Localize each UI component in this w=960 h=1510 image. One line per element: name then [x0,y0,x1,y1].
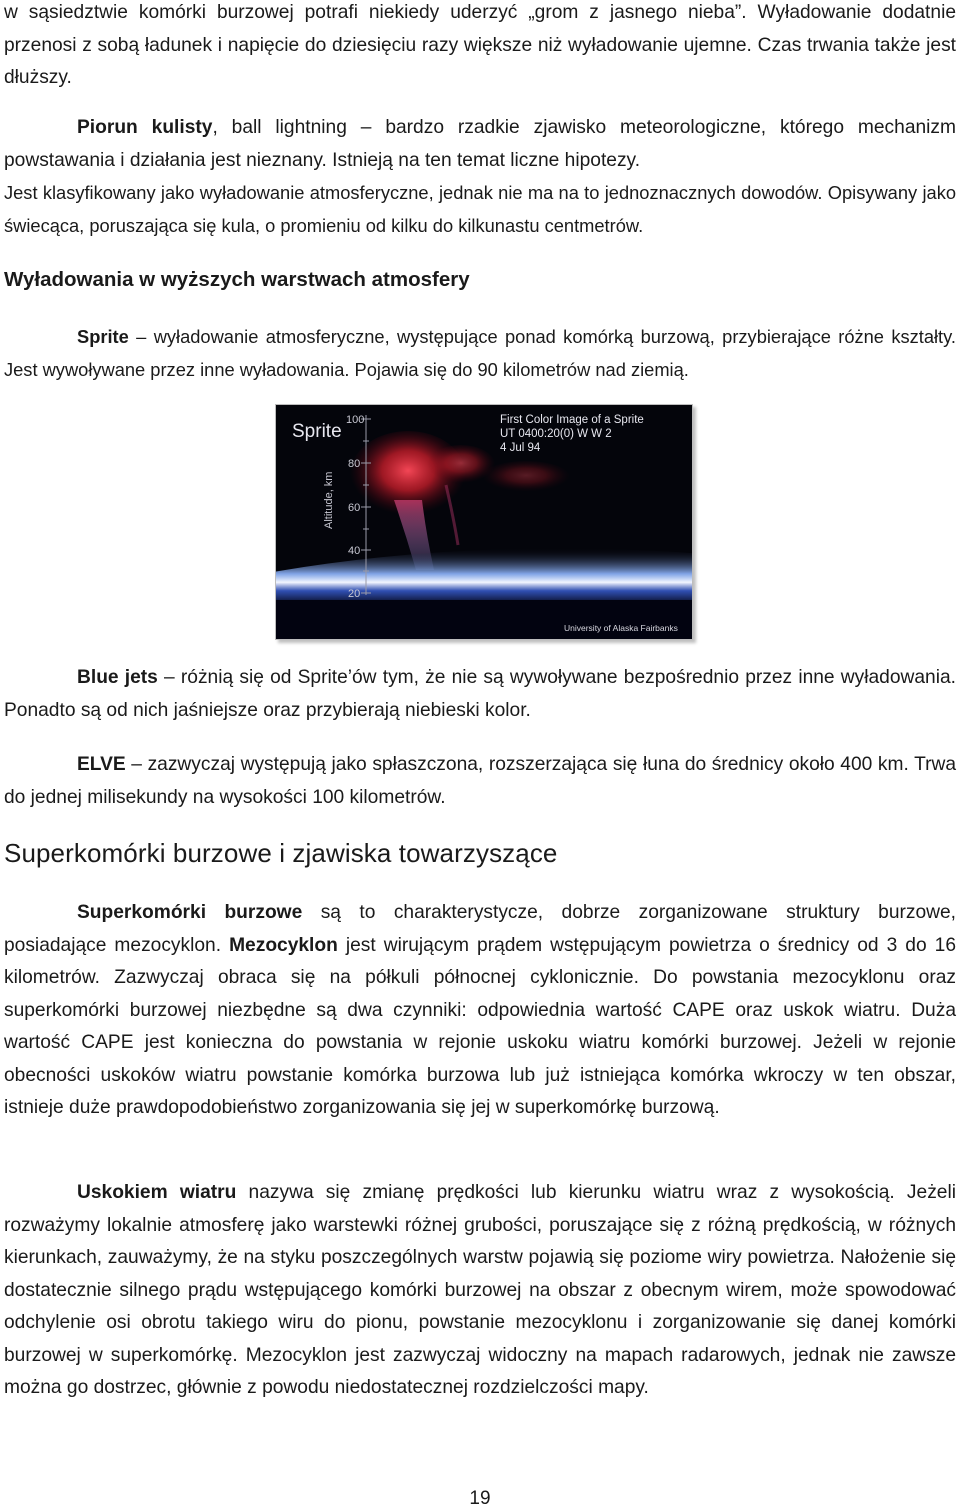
ball-lightning-text-a: , ball lightning – bardzo rzadkie zjawisko meteorologiczne, którego mechanizm powstawania i działania jest nieznany. Istnieją na ten temat liczne hipotezy. [4,117,956,171]
tick-label-20: 20 [348,588,361,600]
tick-label-100: 100 [346,414,365,426]
figure-label-sprite: Sprite [292,421,342,442]
section-heading-upper-discharges: Wyładowania w wyższych warstwach atmosfery [4,268,470,291]
blue-jets-paragraph [4,662,956,727]
figure-credit: University of Alaska Fairbanks [564,623,678,633]
figure-caption-line1: First Color Image of a Sprite [500,414,644,426]
blue-jets-term: Blue jets [77,667,158,688]
section-heading-supercells: Superkomórki burzowe i zjawiska towarzyszące [4,838,558,868]
elve-text: – zazwyczaj występują jako spłaszczona, rozszerzająca się łuna do średnicy około 400 km. Trwa do jednej milisekundy na wysokości 100 kilometrów. [4,754,956,808]
sprite-text: – wyładowanie atmosferyczne, występujące ponad komórką burzową, przybierające różne kształty. Jest wywoływane przez inne wyładowania. Pojawia się do 90 kilometrów nad ziemią. [4,326,956,380]
document-page [4,0,956,1509]
tick-label-80: 80 [348,458,361,470]
wind-shear-paragraph [4,1177,956,1405]
supercells-term: Superkomórki burzowe [77,902,303,923]
wind-shear-term: Uskokiem wiatru [77,1182,237,1203]
intro-paragraph [4,0,956,95]
axis-title-altitude: Altitude, km [323,471,335,529]
blue-jets-text: – różnią się od Sprite’ów tym, że nie są wywoływane bezpośrednio przez inne wyładowania. Ponadto są od nich jaśniejsze oraz przybierają niebieski kolor. [4,667,956,721]
wind-shear-text: nazywa się zmianę prędkości lub kierunku wiatru wraz z wysokością. Jeżeli rozważymy lokalnie atmosferę jako warstewki różnej grubości, poruszające się z różną prędkością, w różnych kierunkach, zauważymy, że na styku poszczególnych warstw pojawią się poziome wiry powietrza. Nałożenie się dostatecznie silnego prądu wstępującego komórki burzowej na obszar z obecnym wirem, może spowodować odchylenie osi obrotu takiego wiru do pionu, powstanie mezocyklonu i zorganizowanie się danej komórki burzowej w superkomórkę. Mezocyklon jest zazwyczaj widoczny na mapach radarowych, jednak nie zawsze można go dostrzec, głównie z powodu niedostatecznej rozdzielczości mapy. [4,1182,956,1398]
ball-lightning-term: Piorun kulisty [77,117,213,138]
figure-caption-line2: UT 0400:20(0) W W 2 [500,428,612,440]
tick-label-60: 60 [348,502,361,514]
mesocyclone-term: Mezocyklon [229,934,338,956]
tick-label-40: 40 [348,545,361,557]
intro-text: w sąsiedztwie komórki burzowej potrafi niekiedy uderzyć „grom z jasnego nieba”. Wyładowanie dodatnie przenosi z sobą ładunek i napięcie do dziesięciu razy większe niż wyładowanie ujemne. Czas trwania także jest dłuższy. [4,2,956,88]
supercells-text2: jest wirującym prądem wstępującym powietrza o średnicy od 3 do 16 kilometrów. Zazwyczaj obraca się na półkuli północnej cyklonicznie. Do powstania mezocyklonu oraz superkomórki burzowej niezbędne są dwa czynniki: odpowiednia wartość CAPE oraz uskok wiatru. Duża wartość CAPE jest konieczna do powstania w rejonie uskoku wiatru komórki burzowej. Jeżeli w rejonie obecności uskoków wiatru powstanie komórka burzowa lub już istniejąca komórka wkroczy w ten obszar, istnieje duże prawdopodobieństwo zorganizowania się jej w superkomórkę burzową. [4,934,956,1118]
elve-paragraph [4,749,956,814]
sprite-photo-svg [276,405,692,639]
sprite-term: Sprite [77,326,129,347]
supercells-paragraph [4,897,956,1125]
ball-lightning-paragraph-cont [4,177,956,242]
ball-lightning-text-b: Jest klasyfikowany jako wyładowanie atmosferyczne, jednak nie ma na to jednoznacznych dowodów. Opisywany jako świecąca, poruszająca się kula, o promieniu od kilku do kilkunastu centmetrów. [4,182,956,236]
sprite-paragraph [4,321,956,386]
page-number: 19 [469,1488,491,1509]
ball-lightning-text [4,112,956,177]
ball-lightning-paragraph [4,112,956,177]
elve-term: ELVE [77,754,126,775]
sprite-photo [275,404,693,640]
figure-caption-line3: 4 Jul 94 [500,442,541,454]
supercells-text1: są to charakterystycze, dobrze zorganizowane struktury burzowe, posiadające mezocyklon. [4,902,956,956]
